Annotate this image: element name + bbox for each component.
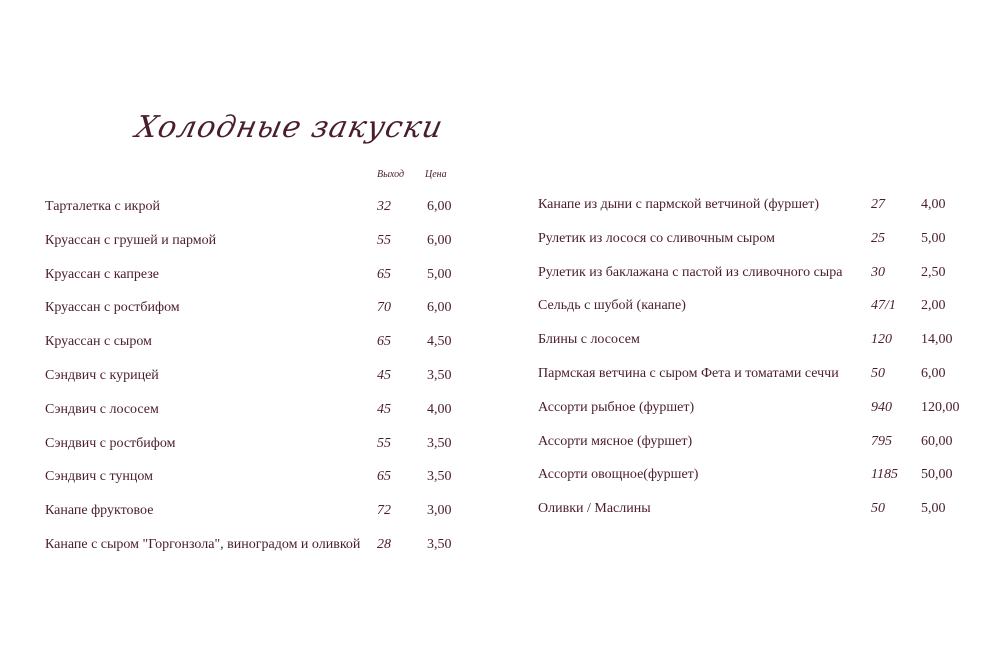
- menu-item: [538, 330, 968, 364]
- menu-item-price: 3,50: [427, 469, 452, 485]
- menu-item-name: Сэндвич с ростбифом: [45, 435, 176, 451]
- menu-item: [538, 195, 968, 229]
- menu-item: [45, 197, 475, 231]
- menu-item: [538, 398, 968, 432]
- menu-item-price: 2,00: [921, 298, 946, 314]
- menu-item-price: 50,00: [921, 467, 953, 483]
- menu-item-price: 120,00: [921, 399, 960, 415]
- menu-item-price: 3,50: [427, 435, 452, 451]
- menu-item-weight: 70: [377, 300, 391, 316]
- menu-item-weight: 28: [377, 536, 391, 552]
- price-column-header: Цена: [425, 169, 447, 180]
- menu-item-weight: 120: [871, 332, 892, 348]
- weight-column-header: Выход: [377, 169, 404, 180]
- menu-item-name: Сельдь с шубой (канапе): [538, 298, 686, 314]
- menu-item-weight: 55: [377, 232, 391, 248]
- menu-item: [45, 535, 475, 569]
- menu-item: [45, 434, 475, 468]
- menu-item: [538, 263, 968, 297]
- menu-item: [45, 400, 475, 434]
- menu-item-price: 4,00: [921, 197, 946, 212]
- menu-item-weight: 25: [871, 230, 885, 246]
- menu-item-price: 6,00: [427, 232, 452, 248]
- menu-item-weight: 32: [377, 199, 391, 214]
- menu-item-weight: 30: [871, 264, 885, 280]
- menu-item-name: Круассан с капрезе: [45, 266, 159, 282]
- menu-item-weight: 72: [377, 503, 391, 519]
- menu-item-weight: 1185: [871, 467, 898, 483]
- menu-item-name: Ассорти рыбное (фуршет): [538, 399, 695, 415]
- menu-item-weight: 27: [871, 197, 885, 212]
- menu-item: [538, 296, 968, 330]
- menu-item-name: Канапе из дыни с пармской ветчиной (фуршет): [538, 197, 820, 212]
- menu-item: [538, 499, 968, 533]
- menu-item-name: Круассан с сыром: [45, 334, 152, 350]
- menu-item-weight: 55: [377, 435, 391, 451]
- menu-item: [538, 229, 968, 263]
- menu-item: [538, 432, 968, 466]
- menu-item: [45, 467, 475, 501]
- left-menu-list: [45, 197, 475, 569]
- menu-item-weight: 45: [377, 367, 391, 383]
- menu-item-name: Сэндвич с курицей: [45, 367, 159, 383]
- menu-item-name: Круассан с грушей и пармой: [45, 232, 217, 248]
- menu-item-name: Рулетик из баклажана с пастой из сливочного сыра: [538, 264, 843, 280]
- menu-item-weight: 50: [871, 501, 885, 517]
- menu-item: [45, 332, 475, 366]
- menu-item-name: Канапе фруктовое: [45, 503, 154, 519]
- menu-item-price: 5,00: [427, 266, 452, 282]
- menu-item-name: Пармская ветчина с сыром Фета и томатами сеччи: [538, 365, 839, 381]
- menu-item: [45, 265, 475, 299]
- menu-item-weight: 65: [377, 334, 391, 350]
- menu-item-name: Круассан с ростбифом: [45, 300, 180, 316]
- menu-item-weight: 47/1: [871, 298, 896, 314]
- menu-item: [45, 366, 475, 400]
- menu-item-weight: 50: [871, 365, 885, 381]
- menu-item-price: 4,50: [427, 334, 452, 350]
- menu-item-price: 14,00: [921, 332, 953, 348]
- menu-item-price: 4,00: [427, 401, 452, 417]
- menu-item: [45, 298, 475, 332]
- menu-item-name: Блины с лососем: [538, 332, 640, 348]
- menu-item-name: Ассорти овощное(фуршет): [538, 467, 699, 483]
- menu-item-name: Сэндвич с тунцом: [45, 469, 154, 485]
- menu-item-weight: 940: [871, 399, 892, 415]
- menu-item-price: 6,00: [427, 199, 452, 214]
- menu-item-name: Канапе с сыром "Горгонзола", виноградом и оливкой: [45, 536, 361, 552]
- menu-item: [45, 501, 475, 535]
- menu-item-name: Сэндвич с лососем: [45, 401, 159, 417]
- menu-item-price: 3,00: [427, 503, 452, 519]
- menu-item-price: 3,50: [427, 536, 452, 552]
- menu-item-price: 2,50: [921, 264, 946, 280]
- menu-item-weight: 45: [377, 401, 391, 417]
- menu-item-weight: 65: [377, 469, 391, 485]
- menu-item-price: 5,00: [921, 230, 946, 246]
- menu-item: [45, 231, 475, 265]
- menu-item-weight: 65: [377, 266, 391, 282]
- menu-item-price: 5,00: [921, 501, 946, 517]
- menu-item-name: Тарталетка с икрой: [45, 199, 160, 214]
- page-title: Холодные закуски: [132, 110, 447, 145]
- menu-item-name: Ассорти мясное (фуршет): [538, 433, 693, 449]
- menu-item-weight: 795: [871, 433, 892, 449]
- menu-item-price: 6,00: [427, 300, 452, 316]
- menu-item-name: Оливки / Маслины: [538, 501, 651, 517]
- menu-item-price: 3,50: [427, 367, 452, 383]
- menu-item-price: 60,00: [921, 433, 953, 449]
- menu-item-price: 6,00: [921, 365, 946, 381]
- menu-item: [538, 364, 968, 398]
- right-menu-list: [538, 195, 968, 533]
- menu-item-name: Рулетик из лосося со сливочным сыром: [538, 230, 775, 246]
- menu-item: [538, 465, 968, 499]
